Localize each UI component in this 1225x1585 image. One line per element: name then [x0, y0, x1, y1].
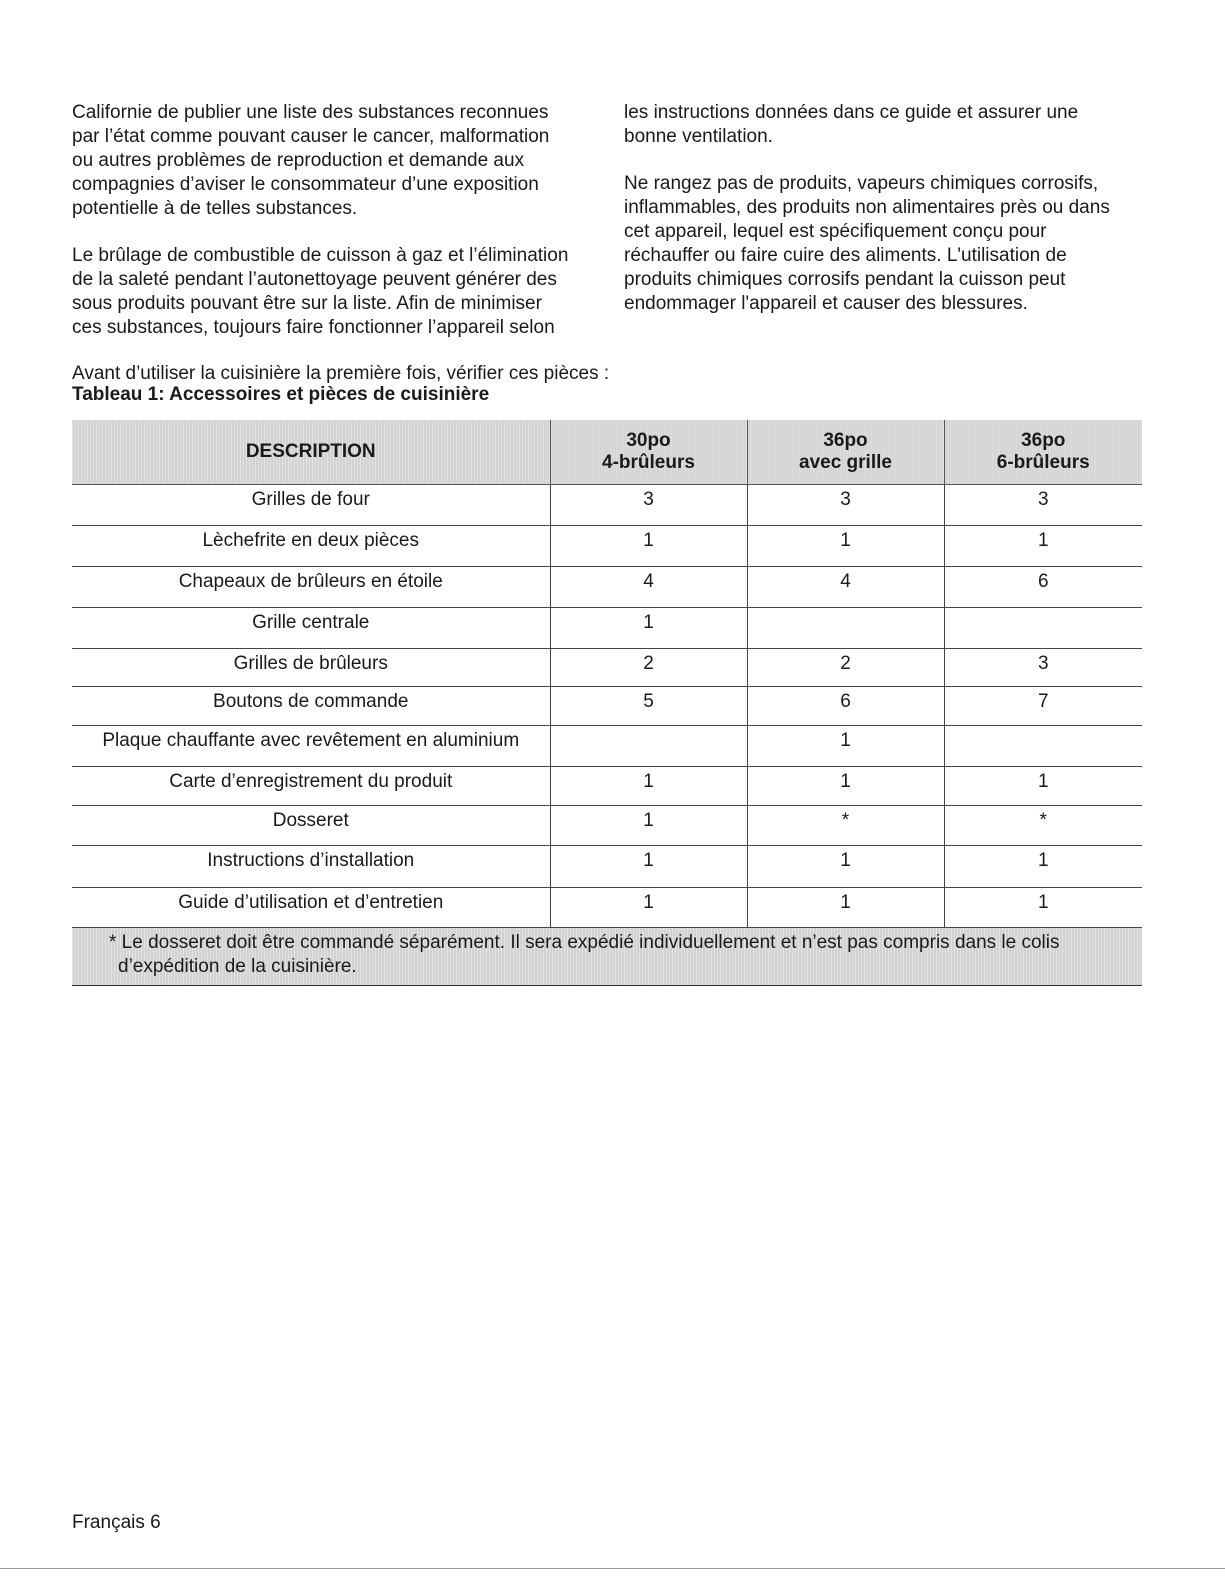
part-name-cell: Guide d’utilisation et d’entretien	[72, 888, 550, 928]
header-label: 30po	[626, 430, 671, 451]
part-name-cell: Boutons de commande	[72, 687, 550, 726]
part-name-cell: Grilles de four	[72, 485, 550, 526]
header-36po-6-bruleurs	[944, 420, 1142, 485]
quantity-cell: 7	[944, 687, 1142, 726]
header-sublabel: avec grille	[799, 452, 892, 473]
left-column	[72, 101, 597, 363]
parts-table	[72, 420, 1142, 928]
quantity-cell	[550, 726, 747, 767]
quantity-cell: 3	[747, 485, 944, 526]
header-30po-4-bruleurs	[550, 420, 747, 485]
quantity-cell: 1	[550, 526, 747, 567]
quantity-cell: 1	[944, 888, 1142, 928]
quantity-cell: 1	[747, 726, 944, 767]
table-title: Tableau 1: Accessoires et pièces de cuisinière	[72, 384, 490, 405]
paragraph: Californie de publier une liste des substances reconnues par l’état comme pouvant causer le cancer, malformation ou autres problèmes de reproduction et demande aux compagnies d’aviser le consommateur d’une exposition potentielle à de telles substances.	[72, 102, 550, 219]
table-row	[72, 726, 1142, 767]
part-name-cell: Grilles de brûleurs	[72, 649, 550, 687]
quantity-cell: *	[944, 806, 1142, 846]
quantity-cell: *	[747, 806, 944, 846]
quantity-cell: 3	[944, 485, 1142, 526]
quantity-cell	[944, 608, 1142, 649]
part-name-cell: Plaque chauffante avec revêtement en aluminium	[72, 726, 550, 767]
table-row	[72, 846, 1142, 888]
quantity-cell: 1	[550, 767, 747, 806]
quantity-cell: 3	[944, 649, 1142, 687]
quantity-cell: 6	[747, 687, 944, 726]
part-name-cell: Chapeaux de brûleurs en étoile	[72, 567, 550, 608]
paragraph: Le brûlage de combustible de cuisson à gaz et l’élimination de la saleté pendant l’autonettoyage peuvent générer des sous produits pouvant être sur la liste. Afin de minimiser ces substances, toujours faire fonctionner l’appareil selon	[72, 245, 569, 338]
quantity-cell: 5	[550, 687, 747, 726]
table-row	[72, 806, 1142, 846]
table-row	[72, 888, 1142, 928]
header-label: 36po	[823, 430, 868, 451]
table-row	[72, 567, 1142, 608]
quantity-cell: 1	[550, 806, 747, 846]
part-name-cell: Dosseret	[72, 806, 550, 846]
table-row	[72, 485, 1142, 526]
header-sublabel: 4-brûleurs	[602, 452, 695, 473]
quantity-cell: 1	[944, 767, 1142, 806]
quantity-cell: 1	[747, 888, 944, 928]
table-row	[72, 767, 1142, 806]
part-name-cell: Lèchefrite en deux pièces	[72, 526, 550, 567]
quantity-cell	[747, 608, 944, 649]
header-label: 36po	[1021, 430, 1066, 451]
quantity-cell: 4	[550, 567, 747, 608]
part-name-cell: Carte d’enregistrement du produit	[72, 767, 550, 806]
quantity-cell	[944, 726, 1142, 767]
table-row	[72, 526, 1142, 567]
page-footer: Français 6	[72, 1512, 161, 1533]
quantity-cell: 1	[550, 608, 747, 649]
quantity-cell: 2	[550, 649, 747, 687]
header-36po-avec-grille	[747, 420, 944, 485]
quantity-cell: 2	[747, 649, 944, 687]
part-name-cell: Instructions d’installation	[72, 846, 550, 888]
quantity-cell: 1	[747, 526, 944, 567]
header-description	[72, 420, 550, 485]
part-name-cell: Grille centrale	[72, 608, 550, 649]
quantity-cell: 6	[944, 567, 1142, 608]
paragraph: les instructions données dans ce guide et assurer une bonne ventilation.	[624, 102, 1079, 147]
bottom-rule	[0, 1568, 1225, 1569]
quantity-cell: 1	[944, 846, 1142, 888]
quantity-cell: 1	[944, 526, 1142, 567]
table-body	[72, 485, 1142, 928]
quantity-cell: 1	[550, 846, 747, 888]
table-row	[72, 608, 1142, 649]
header-label: DESCRIPTION	[245, 441, 376, 462]
right-column	[624, 101, 1142, 339]
table-header-row	[72, 420, 1142, 485]
quantity-cell: 4	[747, 567, 944, 608]
quantity-cell: 3	[550, 485, 747, 526]
paragraph: Ne rangez pas de produits, vapeurs chimiques corrosifs, inflammables, des produits non alimentaires près ou dans cet appareil, lequel est spécifiquement conçu pour réchauffer ou faire cuire des aliments. L'utilisation de produits chimiques corrosifs pendant la cuisson peut endommager l'appareil et causer des blessures.	[624, 173, 1110, 314]
header-sublabel: 6-brûleurs	[996, 452, 1090, 473]
table-row	[72, 687, 1142, 726]
quantity-cell: 1	[747, 767, 944, 806]
table-row	[72, 649, 1142, 687]
quantity-cell: 1	[550, 888, 747, 928]
quantity-cell: 1	[747, 846, 944, 888]
intro-text: Avant d’utiliser la cuisinière la première fois, vérifier ces pièces :	[72, 363, 610, 384]
table-footnote: * Le dosseret doit être commandé séparément. Il sera expédié individuellement et n’est pas compris dans le colis d’expédition de la cuisinière.	[72, 928, 1142, 986]
